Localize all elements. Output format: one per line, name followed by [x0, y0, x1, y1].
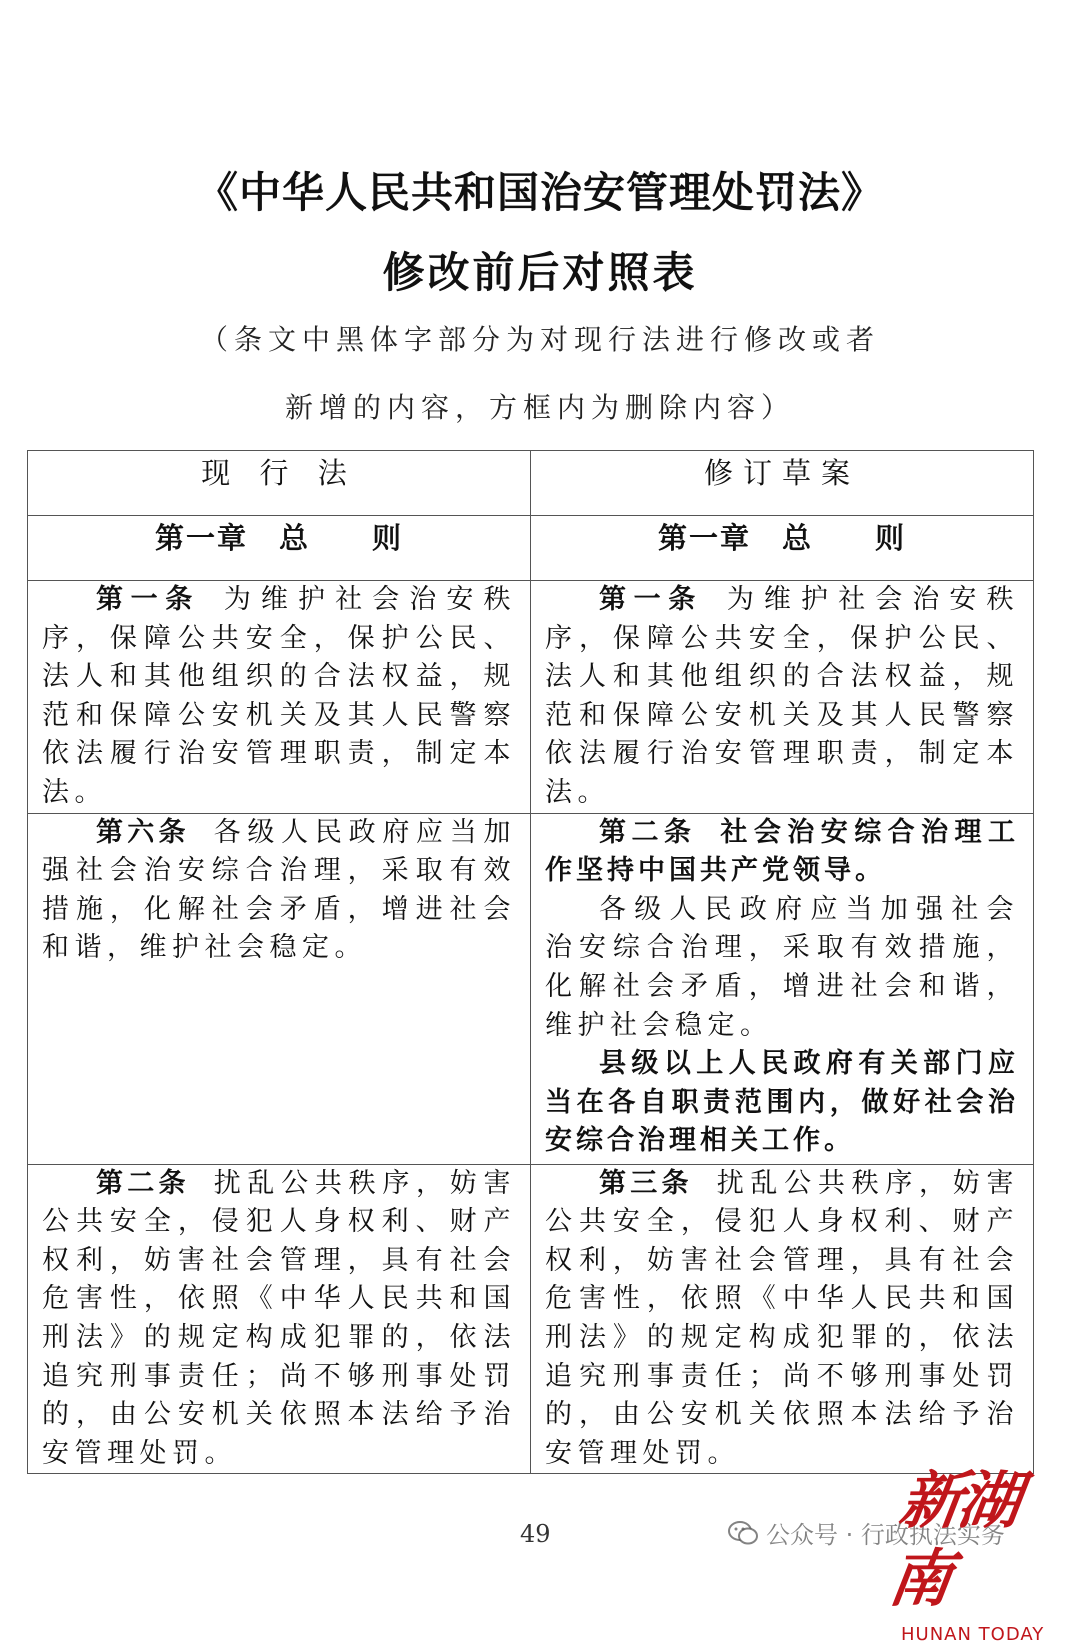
document-note-line1: （条文中黑体字部分为对现行法进行修改或者 — [199, 323, 880, 356]
article-text: 为维护社会治安秩序，保障公共安全，保护公民、法人和其他组织的合法权益，规范和保障公安机关及其人民警察依法履行治安管理职责，制定本法。 — [545, 584, 1020, 808]
table-header-row — [28, 451, 1034, 516]
article-text: 为维护社会治安秩序，保障公共安全，保护公民、法人和其他组织的合法权益，规范和保障公安机关及其人民警察依法履行治安管理职责，制定本法。 — [42, 584, 517, 808]
article-number: 第六条 — [96, 816, 190, 848]
added-paragraph-3-bold: 县级以上人民政府有关部门应当在各自职责范围内，做好社会治安综合治理相关工作。 — [545, 1048, 1019, 1157]
article-number: 第二条 — [599, 816, 697, 848]
article-paragraph-2: 各级人民政府应当加强社会治安综合治理，采取有效措施，化解社会矛盾，增进社会和谐，维护社会稳定。 — [545, 893, 1019, 1041]
comparison-table — [27, 450, 1034, 1474]
header-current-law: 现 行 法 — [28, 451, 531, 516]
wechat-icon — [728, 1520, 758, 1546]
table-row — [28, 813, 1034, 1164]
row2-left-cell — [28, 813, 531, 1164]
row1-left-cell — [28, 581, 531, 814]
table-row — [28, 1164, 1034, 1474]
page-number: 49 — [520, 1520, 551, 1548]
logo-mark: 新湖南 — [884, 1464, 1022, 1615]
article-text: 扰乱公共秩序，妨害公共安全，侵犯人身权利、财产权利，妨害社会管理，具有社会危害性，依照《中华人民共和国刑法》的规定构成犯罪的，依法追究刑事责任；尚不够刑事处罚的，由公安机关依照本法给予治安管理处罚。 — [545, 1167, 1020, 1469]
article-number: 第一条 — [599, 584, 703, 615]
row3-left-cell — [28, 1164, 531, 1474]
row2-right-cell — [531, 813, 1034, 1164]
chapter-left: 第一章 总 则 — [28, 516, 531, 581]
chapter-right: 第一章 总 则 — [531, 516, 1034, 581]
document-title-line2: 修改前后对照表 — [382, 248, 698, 297]
added-text-bold: 社会治安综合治理工作坚持中国共产党领导。 — [545, 816, 1020, 887]
row3-right-cell — [531, 1164, 1034, 1474]
logo-text: HUNAN TODAY — [901, 1624, 1045, 1645]
chapter-row — [28, 516, 1034, 581]
table-row — [28, 581, 1034, 814]
row1-right-cell — [531, 581, 1034, 814]
document-note-line2: 新增的内容，方框内为删除内容） — [284, 391, 795, 424]
article-number: 第三条 — [599, 1167, 693, 1199]
document-title-line1: 《中华人民共和国治安管理处罚法》 — [195, 168, 884, 217]
article-number: 第一条 — [96, 584, 200, 615]
article-text: 扰乱公共秩序，妨害公共安全，侵犯人身权利、财产权利，妨害社会管理，具有社会危害性，依照《中华人民共和国刑法》的规定构成犯罪的，依法追究刑事责任；尚不够刑事处罚的，由公安机关依照本法给予治安管理处罚。 — [42, 1167, 517, 1469]
header-revised-draft: 修订草案 — [531, 451, 1034, 516]
article-number: 第二条 — [96, 1167, 190, 1199]
watermark-text: 公众号 · 行政执法实务 — [766, 1521, 1005, 1549]
article-text: 各级人民政府应当加强社会治安综合治理，采取有效措施，化解社会矛盾，增进社会和谐，维护社会稳定。 — [42, 816, 517, 964]
